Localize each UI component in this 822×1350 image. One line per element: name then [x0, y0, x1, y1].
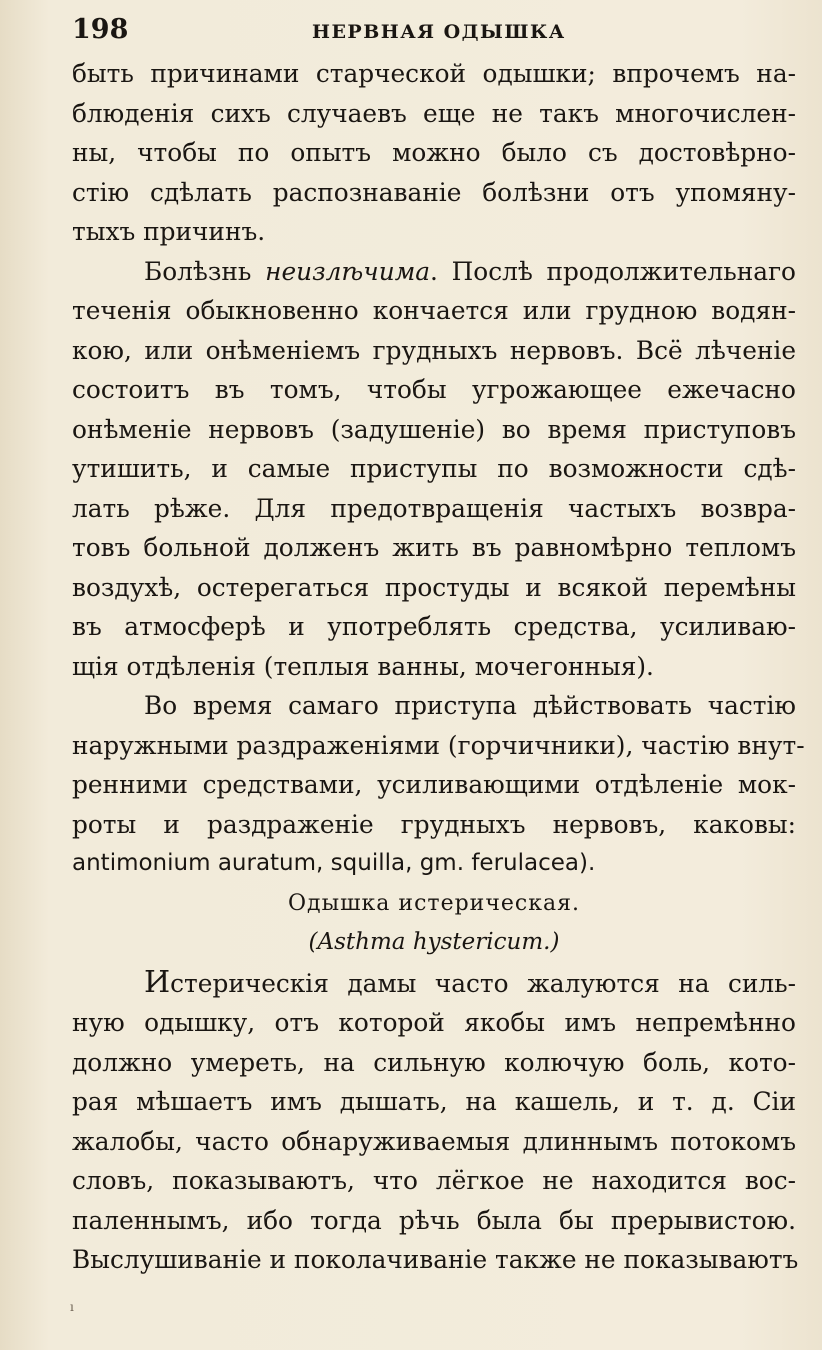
text-line: роты и раздраженіе грудныхъ нервовъ, каковы:	[72, 809, 796, 839]
running-title: НЕРВНАЯ ОДЫШКА	[312, 21, 566, 43]
text-line: ренними средствами, усиливающими отдѣленіе мок-	[72, 770, 796, 799]
text-line: ную одышку, отъ которой якобы имъ непремѣнно	[72, 1008, 796, 1037]
text-line: рая мѣшаетъ имъ дышать, на кашель, и т. д. Сіи	[72, 1087, 796, 1116]
text-line: онѣменіе нервовъ (задушеніе) во время приступовъ	[72, 414, 796, 444]
text-run: . Послѣ продолжительнаго	[430, 256, 796, 286]
text-line: теченія обыкновенно кончается или грудною водян-	[72, 296, 796, 325]
page-header	[72, 14, 796, 54]
text-line: тыхъ причинъ.	[72, 217, 266, 246]
text-line: лать рѣже. Для предотвращенія частыхъ возвра-	[72, 493, 796, 523]
text-line: Во время самаго приступа дѣйствовать частію	[144, 691, 796, 720]
emphasis-text: неизлѣчима	[265, 256, 431, 286]
text-line: Выслушиваніе и поколачиваніе также не показываютъ	[72, 1245, 799, 1274]
text-line: ны, чтобы по опытъ можно было съ достовѣрно-	[72, 138, 796, 167]
text-line: кою, или онѣменіемъ грудныхъ нервовъ. Всё лѣченіе	[72, 335, 796, 365]
text-line: блюденія сихъ случаевъ еще не такъ многочислен-	[72, 98, 796, 128]
footer-mark: ı	[70, 1300, 74, 1314]
text-line: состоитъ въ томъ, чтобы угрожающее ежечасно	[72, 375, 796, 404]
section-subheading: (Asthma hystericum.)	[308, 929, 560, 955]
text-line: щія отдѣленія (теплыя ванны, мочегонныя).	[72, 651, 654, 681]
text-line: жалобы, часто обнаруживаемыя длиннымъ потокомъ	[72, 1126, 796, 1156]
text-line: воздухѣ, остерегаться простуды и всякой перемѣны	[72, 572, 796, 602]
text-line: наружными раздраженіями (горчичники), частію внут-	[72, 730, 805, 760]
text-line	[72, 963, 796, 1004]
initial-letter: И	[144, 964, 171, 1000]
text-line: стію сдѣлать распознаваніе болѣзни отъ упомяну-	[72, 177, 796, 207]
text-line	[72, 252, 796, 292]
text-line: утишить, и самые приступы по возможности сдѣ-	[72, 454, 796, 483]
text-run: стерическія дамы часто жалуются на силь-	[170, 968, 796, 998]
text-line: паленнымъ, ибо тогда рѣчь была бы прерывистою.	[72, 1205, 796, 1235]
latin-line: antimonium auratum, squilla, gm. ferulacea).	[72, 850, 596, 876]
page-number: 198	[72, 14, 129, 45]
text-line: товъ больной долженъ жить въ равномѣрно тепломъ	[72, 533, 796, 562]
text-line: словъ, показываютъ, что лёгкое не находится вос-	[72, 1166, 796, 1195]
text-line: быть причинами старческой одышки; впрочемъ на-	[72, 59, 796, 88]
text-line: должно умереть, на сильную колючую боль, кото-	[72, 1047, 796, 1077]
section-heading: Одышка истерическая.	[288, 890, 580, 916]
text-line: въ атмосферѣ и употреблять средства, усиливаю-	[72, 612, 796, 641]
text-run: Болѣзнь	[144, 256, 266, 286]
body-text	[72, 54, 805, 1280]
